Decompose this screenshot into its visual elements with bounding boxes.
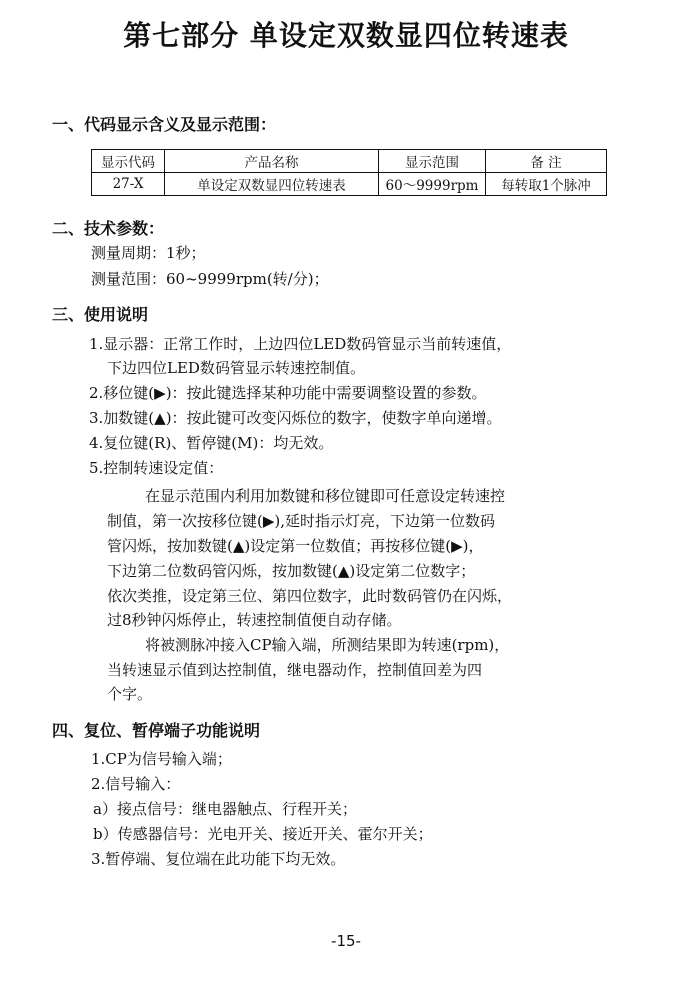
section-4-heading: 四、复位、暂停端子功能说明 [52, 721, 261, 740]
paragraph-line: 3.加数键(▲)：按此键可改变闪烁位的数字，使数字单向递增。 [89, 409, 502, 427]
table-header-cell: 备 注 [486, 150, 607, 173]
paragraph-line: 当转速显示值到达控制值，继电器动作，控制值回差为四 [107, 661, 483, 679]
paragraph-line: 下边四位LED数码管显示转速控制值。 [107, 359, 365, 377]
paragraph-line: 下边第二位数码管闪烁，按加数键(▲)设定第二位数字； [107, 562, 476, 580]
section-3-heading: 三、使用说明 [52, 305, 149, 324]
paragraph-line: b）传感器信号：光电开关、接近开关、霍尔开关； [93, 825, 433, 843]
paragraph-line: 2.移位键(▶)：按此键选择某种功能中需要调整设置的参数。 [89, 384, 487, 402]
section-1-heading: 一、代码显示含义及显示范围： [52, 115, 277, 134]
paragraph-line: 制值，第一次按移位键(▶),延时指示灯亮，下边第一位数码 [107, 512, 496, 530]
paragraph-line: 过8秒钟闪烁停止，转速控制值便自动存储。 [107, 611, 402, 629]
paragraph-line: 将被测脉冲接入CP输入端，所测结果即为转速(rpm)， [145, 636, 510, 654]
section-2-heading: 二、技术参数： [52, 219, 165, 238]
table-row [92, 173, 607, 196]
paragraph-line: 个字。 [107, 685, 153, 703]
paragraph-line: 测量周期：1秒； [91, 244, 206, 262]
paragraph-line: 在显示范围内利用加数键和移位键即可任意设定转速控 [145, 487, 506, 505]
paragraph-line: 3.暂停端、复位端在此功能下均无效。 [91, 850, 346, 868]
table-header-cell: 产品名称 [165, 150, 379, 173]
code-table [91, 149, 607, 196]
paragraph-line: 管闪烁，按加数键(▲)设定第一位数值；再按移位键(▶)， [107, 537, 484, 555]
paragraph-line: 测量范围：60~9999rpm(转/分)； [91, 270, 329, 288]
table-header-cell: 显示代码 [92, 150, 165, 173]
paragraph-line: 4.复位键(R)、暂停键(M)：均无效。 [89, 434, 334, 452]
paragraph-line: 5.控制转速设定值： [89, 459, 224, 477]
table-header-cell: 显示范围 [379, 150, 486, 173]
table-cell: 单设定双数显四位转速表 [165, 173, 379, 196]
paragraph-line: 1.CP为信号输入端； [91, 750, 232, 768]
page-title: 第七部分 单设定双数显四位转速表 [123, 19, 569, 52]
paragraph-line: 依次类推，设定第三位、第四位数字，此时数码管仍在闪烁， [107, 587, 513, 605]
table-cell: 27-X [92, 173, 165, 196]
table-cell: 每转取1个脉冲 [486, 173, 607, 196]
page-number: -15- [331, 932, 361, 950]
paragraph-line: a）接点信号：继电器触点、行程开关； [93, 800, 357, 818]
table-cell: 60～9999rpm [379, 173, 486, 196]
paragraph-line: 2.信号输入： [91, 775, 181, 793]
table-header-row [92, 150, 607, 173]
paragraph-line: 1.显示器：正常工作时，上边四位LED数码管显示当前转速值， [89, 335, 512, 353]
